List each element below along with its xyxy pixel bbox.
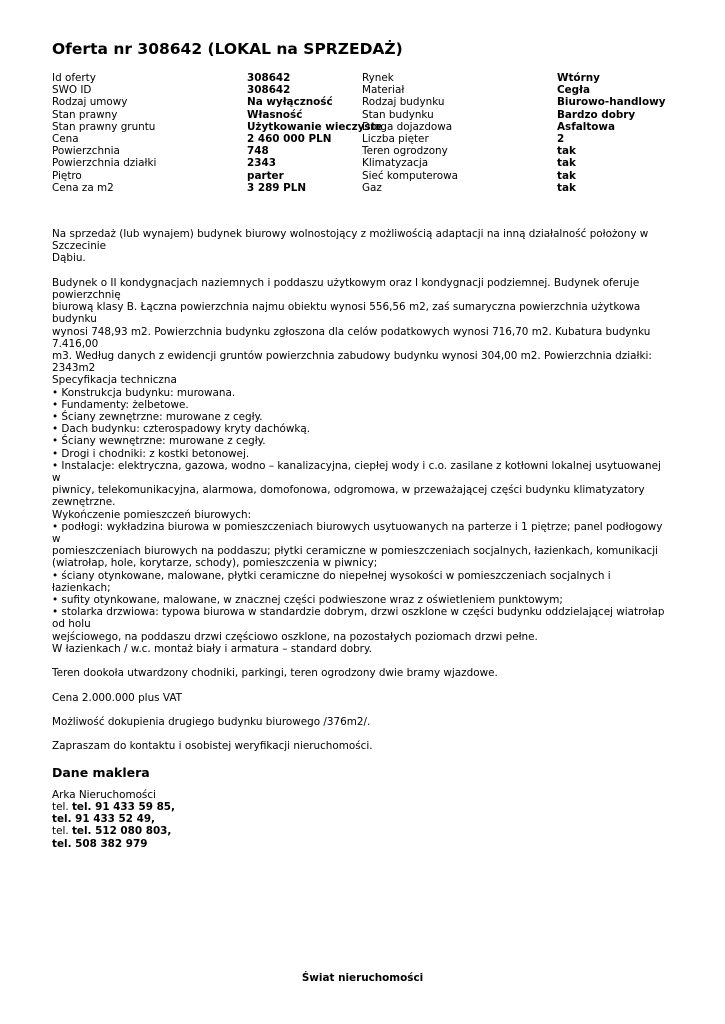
agent-phone-row	[52, 813, 672, 825]
description-line: Na sprzedaż (lub wynajem) budynek biurowy wolnostojący z możliwością adaptacji na inną działalność położony w Szczecinie	[52, 228, 649, 253]
description-paragraph: Cena 2.000.000 plus VAT	[52, 691, 182, 704]
agent-details	[52, 789, 672, 850]
description-line: biurową klasy B. Łączna powierzchnia najmu obiektu wynosi 556,56 m2, zaś sumaryczna powierzchnia użytkowa budynku	[52, 301, 641, 326]
spec-value: Na wyłączność	[247, 96, 333, 109]
spec-label: Liczba pięter	[362, 132, 429, 145]
spec-label: Cena za m2	[52, 181, 114, 194]
agent-phone-row	[52, 838, 672, 850]
specs-left-labels	[52, 72, 156, 194]
agent-phone-row	[52, 801, 672, 813]
spec-label: Piętro	[52, 169, 82, 182]
spec-label: Gaz	[362, 181, 382, 194]
spec-value: 2	[557, 132, 565, 145]
description-paragraph	[52, 228, 672, 265]
specs-table	[52, 72, 672, 194]
spec-label: Rynek	[362, 72, 394, 84]
description-line: W łazienkach / w.c. montaż biały i armatura – standard dobry.	[52, 642, 372, 655]
description-paragraph: Zapraszam do kontaktu i osobistej weryfikacji nieruchomości.	[52, 740, 373, 753]
spec-value: Biurowo-handlowy	[557, 96, 666, 109]
spec-label: Powierzchnia działki	[52, 157, 157, 170]
description-line: • Drogi i chodniki: z kostki betonowej.	[52, 447, 250, 460]
spec-label: Powierzchnia	[52, 145, 120, 158]
spec-label: Droga dojazdowa	[362, 120, 453, 133]
spec-value: Cegła	[557, 84, 590, 97]
description-line: Budynek o II kondygnacjach naziemnych i poddaszu użytkowym oraz I kondygnacji podziemnej. Budynek oferuje powierzchnię	[52, 276, 640, 301]
agent-phone: tel. 512 080 803,	[71, 825, 172, 838]
spec-label: SWO ID	[52, 84, 92, 97]
description-line: • Instalacje: elektryczna, gazowa, wodno – kanalizacyjna, ciepłej wody i c.o. zasilane z kotłowni lokalnej usytuowanej w	[52, 459, 661, 485]
spec-label: Id oferty	[52, 72, 96, 84]
description-line: • Ściany wewnętrzne: murowane z cegły.	[52, 435, 266, 448]
agent-company: Arka Nieruchomości	[52, 788, 156, 801]
spec-value: 3 289 PLN	[247, 181, 307, 194]
spec-value: 748	[247, 145, 269, 158]
spec-value: tak	[557, 157, 576, 170]
offer-page	[52, 40, 672, 850]
spec-value: parter	[247, 169, 284, 182]
spec-label: Stan budynku	[362, 108, 434, 121]
specs-right-labels	[362, 72, 458, 194]
spec-label: Cena	[52, 132, 79, 145]
spec-value: tak	[557, 169, 576, 182]
spec-value: tak	[557, 145, 576, 158]
description-line: (wiatrołap, hole, korytarze, schody), pomieszczenia w piwnicy;	[52, 557, 378, 570]
description-line: • Konstrukcja budynku: murowana.	[52, 386, 236, 399]
spec-value: 308642	[247, 72, 291, 84]
spec-value: 2 460 000 PLN	[247, 132, 332, 145]
spec-label: Stan prawny gruntu	[52, 120, 156, 133]
footer-brand: Świat nieruchomości	[301, 972, 424, 984]
spec-value: tak	[557, 181, 576, 194]
spec-value: Użytkowanie wieczyste	[247, 120, 383, 133]
spec-label: Rodzaj budynku	[362, 96, 445, 109]
description-line: Dąbiu.	[52, 252, 86, 265]
description-paragraph: Teren dookoła utwardzony chodniki, parkingi, teren ogrodzony dwie bramy wjazdowe.	[52, 667, 498, 680]
spec-label: Materiał	[362, 84, 405, 97]
description-paragraph	[52, 277, 672, 655]
tel-prefix: tel.	[52, 825, 72, 838]
description-line: Wykończenie pomieszczeń biurowych:	[52, 508, 252, 521]
description-paragraph: Możliwość dokupienia drugiego budynku biurowego /376m2/.	[52, 716, 371, 729]
spec-value: Wtórny	[557, 72, 600, 84]
agent-phone: tel. 91 433 59 85,	[71, 801, 175, 814]
spec-label: Teren ogrodzony	[362, 145, 448, 158]
specs-right-values	[557, 72, 666, 194]
description-line: • podłogi: wykładzina biurowa w pomieszczeniach biurowych usytuowanych na parterze i 1 piętrze; panel podłogowy w	[52, 520, 663, 546]
agent-phone-row	[52, 825, 672, 837]
description-line: m3. Według danych z ewidencji gruntów powierzchnia zabudowy budynku wynosi 304,00 m2. Powierzchnia działki: 2343m2	[52, 350, 652, 375]
offer-title: Oferta nr 308642 (LOKAL na SPRZEDAŻ)	[52, 40, 403, 58]
offer-description	[52, 228, 672, 753]
description-line: • stolarka drzwiowa: typowa biurowa w standardzie dobrym, drzwi oszklone w części budynku oddzielającej wiatrołap od holu	[52, 606, 665, 631]
spec-value: 2343	[247, 157, 276, 170]
description-line: wejściowego, na poddaszu drzwi częściowo oszklone, na pozostałych poziomach drzwi pełne.	[52, 630, 538, 643]
spec-value: Własność	[247, 108, 303, 121]
description-line: • Fundamenty: żelbetowe.	[52, 398, 189, 411]
spec-label: Stan prawny	[52, 108, 118, 121]
spec-label: Rodzaj umowy	[52, 96, 128, 109]
spec-value: Bardzo dobry	[557, 108, 636, 121]
description-line: wynosi 748,93 m2. Powierzchnia budynku zgłoszona dla celów podatkowych wynosi 716,70 m2. Kubatura budynku 7.416,00	[52, 325, 651, 350]
spec-label: Klimatyzacja	[362, 157, 429, 170]
spec-value: Asfaltowa	[557, 120, 616, 133]
agent-heading: Dane maklera	[52, 764, 150, 780]
description-line: piwnicy, telekomunikacyjna, alarmowa, domofonowa, odgromowa, w przeważającej części budynku klimatyzatory zewnętrzne.	[52, 484, 645, 509]
agent-phone: tel. 508 382 979	[52, 837, 148, 850]
description-line: • Ściany zewnętrzne: murowane z cegły.	[52, 411, 263, 424]
description-line: • ściany otynkowane, malowane, płytki ceramiczne do niepełnej wysokości w pomieszczeniach socjalnych i łazienkach;	[52, 569, 611, 594]
description-line: • sufity otynkowane, malowane, w znacznej części podwieszone wraz z oświetleniem punktowym;	[52, 594, 563, 607]
agent-phone: tel. 91 433 52 49,	[52, 813, 156, 826]
description-line: pomieszczeniach biurowych na poddaszu; płytki ceramiczne w pomieszczeniach socjalnych, łazienkach, komunikacji	[52, 545, 659, 558]
description-line: • Dach budynku: czterospadowy kryty dachówką.	[52, 423, 311, 436]
description-line: Specyfikacja techniczna	[52, 374, 177, 387]
spec-value: 308642	[247, 84, 291, 97]
tel-prefix: tel.	[52, 801, 72, 814]
spec-label: Sieć komputerowa	[362, 169, 458, 182]
